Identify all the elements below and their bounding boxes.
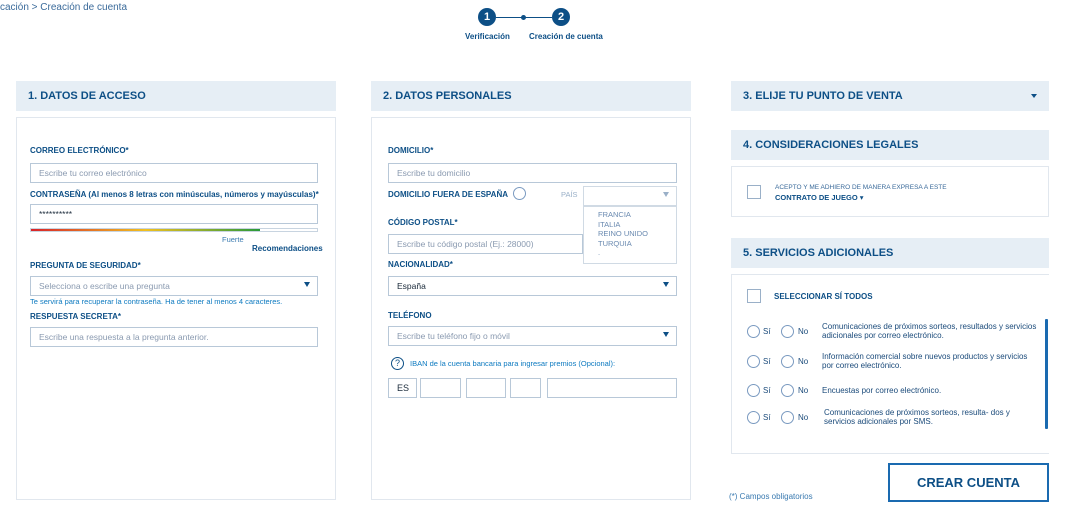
iban-entity-field[interactable] (420, 378, 461, 398)
iban-account-field[interactable] (547, 378, 677, 398)
email-input[interactable]: Escribe tu correo electrónico (30, 163, 318, 183)
point-of-sale-title: 3. ELIJE TU PUNTO DE VENTA (743, 90, 903, 102)
service-description: Comunicaciones de próximos sorteos, resultados y servicios adicionales por correo electrónico. (822, 322, 1037, 340)
create-account-button[interactable]: CREAR CUENTA (888, 463, 1049, 502)
security-question-label: PREGUNTA DE SEGURIDAD* (30, 261, 141, 270)
service-description: Comunicaciones de próximos sorteos, resulta- dos y servicios adicionales por SMS. (824, 408, 1010, 426)
personal-section-panel (371, 117, 691, 500)
recommendations-link[interactable]: Recomendaciones (252, 244, 323, 253)
service-no-radio[interactable] (781, 384, 794, 397)
step-2-circle: 2 (552, 8, 570, 26)
service-no-label: No (798, 327, 809, 336)
service-description: Información comercial sobre nuevos productos y servicios por correo electrónico. (822, 352, 1028, 370)
game-contract-link[interactable]: CONTRATO DE JUEGO ▾ (775, 193, 864, 202)
password-label-text: CONTRASEÑA (30, 190, 87, 199)
security-question-placeholder: Selecciona o escribe una pregunta (39, 281, 170, 291)
service-yes-label: Sí (763, 386, 771, 395)
services-scrollbar[interactable] (1045, 319, 1048, 429)
secret-answer-label: RESPUESTA SECRETA* (30, 312, 121, 321)
country-label: PAÍS (561, 190, 578, 199)
breadcrumb: cación > Creación de cuenta (0, 2, 128, 13)
country-option[interactable]: TURQUIA (598, 238, 632, 248)
country-option[interactable]: REINO UNIDO (598, 229, 649, 238)
chevron-down-icon (663, 192, 669, 197)
access-section-panel (16, 117, 336, 500)
nationality-value: España (397, 281, 426, 291)
secret-answer-input[interactable]: Escribe una respuesta a la pregunta anterior. (30, 327, 318, 347)
services-section-panel (731, 274, 1049, 454)
password-rules: (Al menos 8 letras con minúsculas, números y mayúsculas)* (88, 190, 319, 199)
country-option[interactable]: ITALIA (598, 219, 621, 229)
personal-section-header: 2. DATOS PERSONALES (371, 81, 691, 111)
select-all-strong: SÍ TODOS (834, 292, 873, 301)
abroad-address-label: DOMICILIO FUERA DE ESPAÑA (388, 190, 509, 199)
service-no-radio[interactable] (781, 411, 794, 424)
service-yes-label: Sí (763, 357, 771, 366)
access-section-header: 1. DATOS DE ACCESO (16, 81, 336, 111)
required-fields-note: (*) Campos obligatorios (729, 492, 813, 501)
legal-section-panel (731, 166, 1049, 217)
iban-country-field[interactable]: ES (388, 378, 417, 398)
password-strength-label: Fuerte (222, 235, 244, 244)
step-1-circle: 1 (478, 8, 496, 26)
password-strength-track (30, 228, 318, 232)
stepper (440, 6, 640, 46)
phone-label: TELÉFONO (388, 311, 432, 320)
select-all-text: SELECCIONAR (774, 292, 833, 301)
country-dropdown-list (583, 206, 677, 264)
select-all-checkbox[interactable] (747, 289, 761, 303)
service-yes-radio[interactable] (747, 411, 760, 424)
service-yes-radio[interactable] (747, 355, 760, 368)
accept-contract-checkbox[interactable] (747, 185, 761, 199)
nationality-select[interactable] (388, 276, 677, 296)
chevron-down-icon (304, 282, 310, 287)
service-row (747, 383, 1037, 403)
country-option[interactable]: FRANCIA (598, 210, 631, 219)
service-no-label: No (798, 386, 809, 395)
phone-placeholder: Escribe tu teléfono fijo o móvil (397, 331, 510, 341)
chevron-down-icon (663, 282, 669, 287)
password-label (30, 190, 319, 199)
abroad-address-toggle[interactable] (513, 187, 526, 200)
country-option[interactable]: . (598, 248, 601, 257)
postal-code-input[interactable]: Escribe tu código postal (Ej.: 28000) (388, 234, 583, 254)
address-label: DOMICILIO* (388, 146, 434, 155)
service-row (747, 321, 1037, 345)
service-row (747, 351, 1037, 375)
iban-control-field[interactable] (510, 378, 541, 398)
service-row (747, 407, 1037, 431)
legal-section-header: 4. CONSIDERACIONES LEGALES (731, 130, 1049, 160)
accept-contract-text: ACEPTO Y ME ADHIERO DE MANERA EXPRESA A ESTE (775, 184, 947, 191)
security-question-select[interactable] (30, 276, 318, 296)
step-connector-dot (521, 15, 526, 20)
service-no-radio[interactable] (781, 355, 794, 368)
password-input[interactable]: ********** (30, 204, 318, 224)
email-label: CORREO ELECTRÓNICO* (30, 146, 129, 155)
service-yes-radio[interactable] (747, 384, 760, 397)
password-strength-bar (31, 229, 260, 231)
help-icon[interactable]: ? (391, 357, 404, 370)
postal-code-label: CÓDIGO POSTAL* (388, 218, 458, 227)
service-no-label: No (798, 413, 809, 422)
nationality-label: NACIONALIDAD* (388, 260, 453, 269)
service-yes-label: Sí (763, 413, 771, 422)
chevron-down-icon (1031, 94, 1037, 98)
address-input[interactable]: Escribe tu domicilio (388, 163, 677, 183)
service-description: Encuestas por correo electrónico. (822, 386, 942, 395)
step-1-label: Verificación (465, 32, 510, 41)
service-no-label: No (798, 357, 809, 366)
service-yes-label: Sí (763, 327, 771, 336)
service-no-radio[interactable] (781, 325, 794, 338)
country-select[interactable] (583, 186, 677, 206)
security-question-hint: Te servirá para recuperar la contraseña. Ha de tener al menos 4 caracteres. (30, 297, 283, 306)
point-of-sale-header[interactable] (731, 81, 1049, 111)
step-2-label: Creación de cuenta (529, 32, 603, 41)
chevron-down-icon (663, 332, 669, 337)
iban-office-field[interactable] (466, 378, 506, 398)
service-yes-radio[interactable] (747, 325, 760, 338)
phone-select[interactable] (388, 326, 677, 346)
services-section-header: 5. SERVICIOS ADICIONALES (731, 238, 1049, 268)
select-all-label[interactable] (774, 292, 873, 301)
iban-label: IBAN de la cuenta bancaria para ingresar premios (Opcional): (410, 359, 616, 368)
